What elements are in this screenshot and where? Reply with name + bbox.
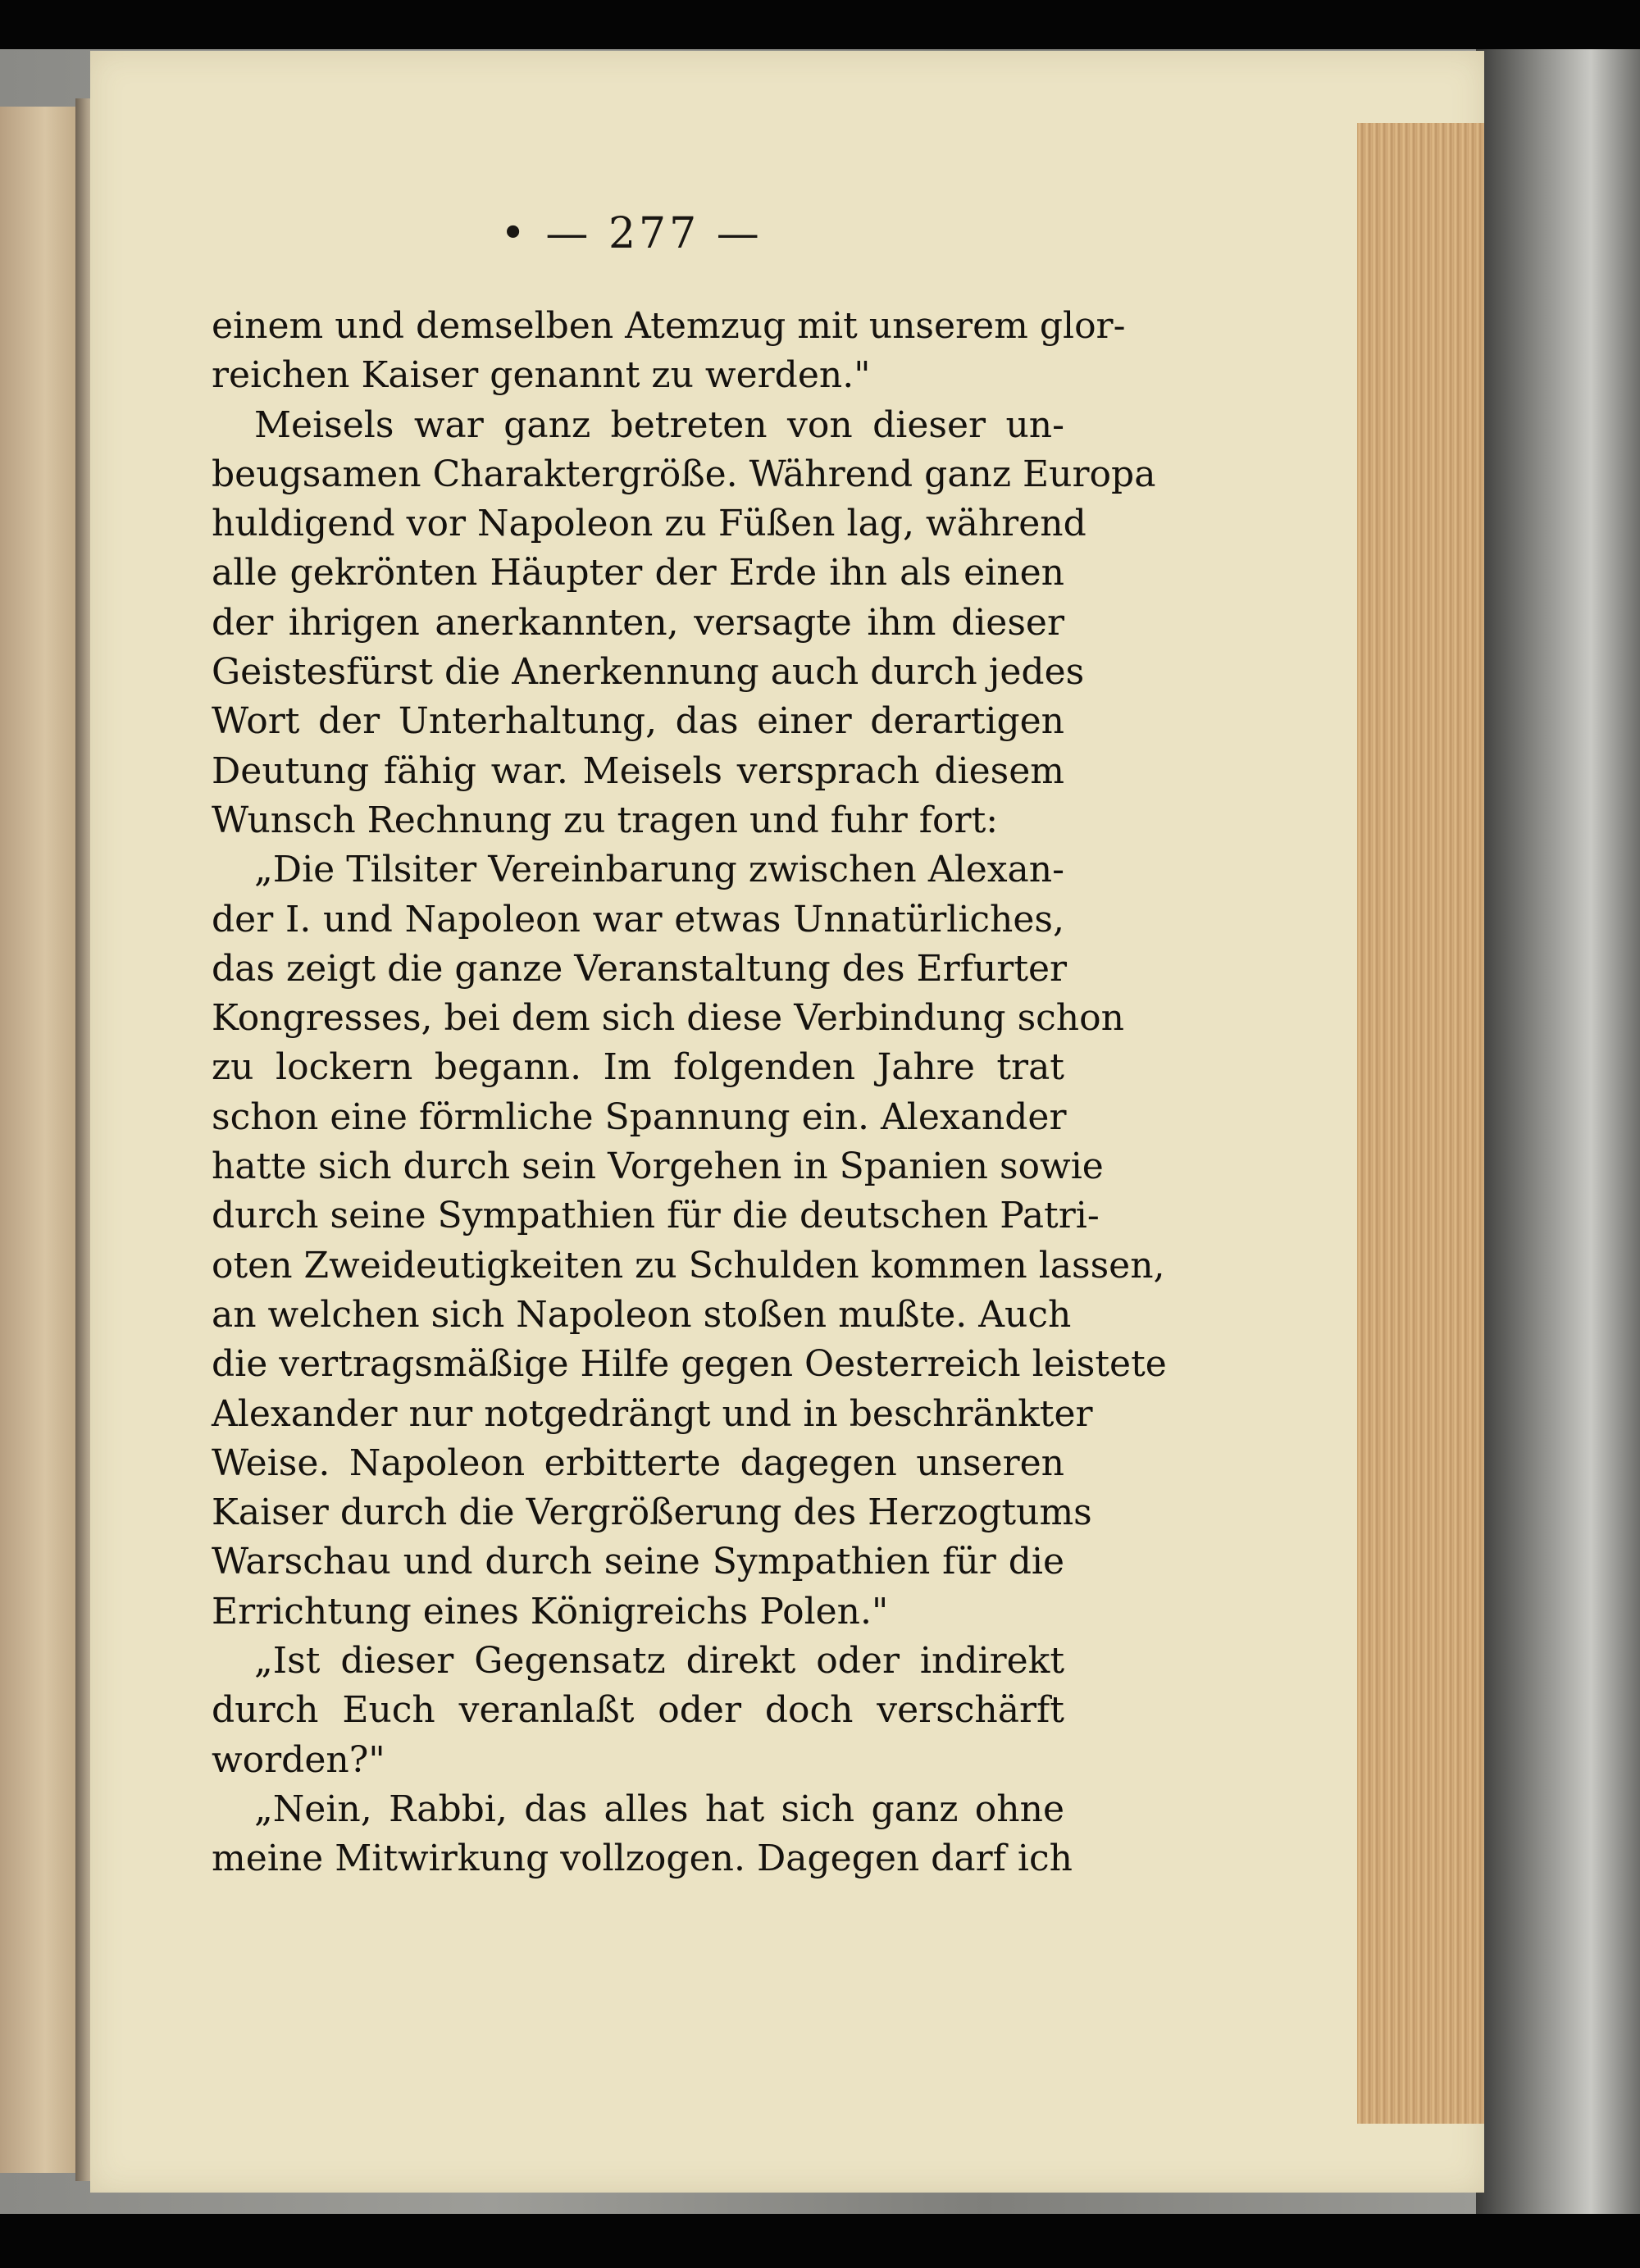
text-line: Deutung fähig war. Meisels versprach diesem (212, 749, 1064, 792)
text-line: Wunsch Rechnung zu tragen und fuhr fort: (212, 799, 999, 841)
text-line: Kongresses, bei dem sich diese Verbindung schon (212, 997, 1124, 1040)
text-line: zu lockern begann. Im folgenden Jahre trat (212, 1046, 1064, 1089)
book-cover-right (1476, 49, 1640, 2214)
text-line: Warschau und durch seine Sympathien für die (212, 1541, 1064, 1583)
text-line: durch Euch veranlaßt oder doch verschärft (212, 1689, 1064, 1732)
text-line: Kaiser durch die Vergrößerung des Herzogtums (212, 1492, 1092, 1534)
text-line: der ihrigen anerkannten, versagte ihm dieser (212, 601, 1064, 644)
text-line: die vertragsmäßige Hilfe gegen Oesterreich leistete (212, 1343, 1167, 1386)
text-line: „Die Tilsiter Vereinbarung zwischen Alexan- (254, 849, 1064, 891)
facing-page-edge (0, 107, 75, 2173)
text-line: Geistesfürst die Anerkennung auch durch jedes (212, 651, 1085, 694)
text-line: beugsamen Charaktergröße. Während ganz Europa (212, 453, 1156, 495)
text-line: einem und demselben Atemzug mit unserem glor- (212, 305, 1126, 347)
text-line: das zeigt die ganze Veranstaltung des Erfurter (212, 947, 1068, 990)
text-line: an welchen sich Napoleon stoßen mußte. Auch (212, 1293, 1072, 1336)
text-line: Meisels war ganz betreten von dieser un- (254, 403, 1064, 446)
text-line: Wort der Unterhaltung, das einer derartigen (212, 700, 1064, 743)
text-line: worden?" (212, 1738, 385, 1781)
text-line: Errichtung eines Königreichs Polen." (212, 1590, 889, 1633)
text-line: reichen Kaiser genannt zu werden." (212, 354, 871, 397)
text-line: der I. und Napoleon war etwas Unnatürliches, (212, 898, 1064, 940)
text-line: durch seine Sympathien für die deutschen Patri- (212, 1195, 1100, 1237)
body-text (212, 302, 1167, 1884)
text-line: „Nein, Rabbi, das alles hat sich ganz ohne (254, 1788, 1064, 1830)
text-line: Alexander nur notgedrängt und in beschränkter (212, 1392, 1093, 1435)
text-line: „Ist dieser Gegensatz direkt oder indirekt (254, 1640, 1064, 1683)
page-number: • — 277 — (500, 209, 763, 258)
text-line: Weise. Napoleon erbitterte dagegen unseren (212, 1441, 1064, 1484)
text-line: huldigend vor Napoleon zu Füßen lag, während (212, 503, 1086, 545)
text-line: schon eine förmliche Spannung ein. Alexander (212, 1095, 1067, 1138)
text-line: hatte sich durch sein Vorgehen in Spanien sowie (212, 1145, 1104, 1188)
text-line: oten Zweideutigkeiten zu Schulden kommen lassen, (212, 1244, 1165, 1287)
text-line: meine Mitwirkung vollzogen. Dagegen darf ich (212, 1838, 1073, 1880)
text-line: alle gekrönten Häupter der Erde ihn als einen (212, 552, 1064, 594)
page-stack-edges (1357, 123, 1484, 2124)
